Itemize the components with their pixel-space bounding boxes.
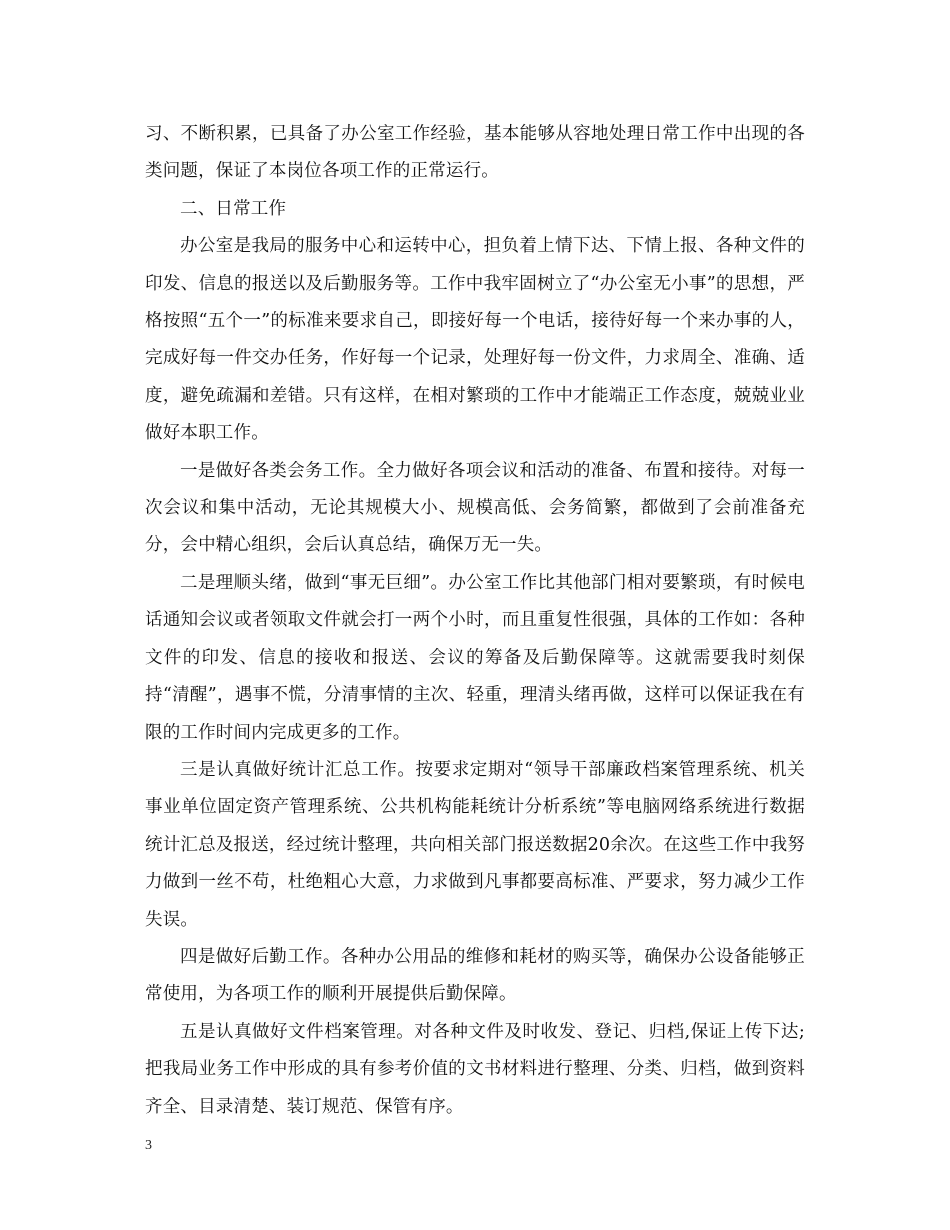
paragraph-logistics: 四是做好后勤工作。各种办公用品的维修和耗材的购买等，确保办公设备能够正常使用，为各项工作的顺利开展提供后勤保障。 <box>145 946 805 1005</box>
paragraph-statistics: 三是认真做好统计汇总工作。按要求定期对“领导干部廉政档案管理系统、机关事业单位固定资产管理系统、公共机构能耗统计分析系统”等电脑网络系统进行数据统计汇总及报送，经过统计整理，共向相关部门报送数据20余次。在这些工作中我努力做到一丝不苟，杜绝粗心大意，力求做到凡事都要高标准、严要求，努力减少工作失误。 <box>145 759 805 930</box>
paragraph-continuation: 习、不断积累，已具备了办公室工作经验，基本能够从容地处理日常工作中出现的各类问题，保证了本岗位各项工作的正常运行。 <box>145 124 805 182</box>
page-number: 3 <box>145 1138 152 1153</box>
paragraph-archives: 五是认真做好文件档案管理。对各种文件及时收发、登记、归档,保证上传下达;把我局业务工作中形成的具有参考价值的文书材料进行整理、分类、归档，做到资料齐全、目录清楚、装订规范、保管有序。 <box>145 1021 805 1117</box>
paragraph-office-role: 办公室是我局的服务中心和运转中心，担负着上情下达、下情上报、各种文件的印发、信息的报送以及后勤服务等。工作中我牢固树立了“办公室无小事”的思想，严格按照“五个一”的标准来要求自己，即接好每一个电话，接待好每一个来办事的人，完成好每一件交办任务，作好每一个记录，处理好每一份文件，力求周全、准确、适度，避免疏漏和差错。只有这样，在相对繁琐的工作中才能端正工作态度，兢兢业业做好本职工作。 <box>145 236 805 444</box>
paragraph-organize-tasks: 二是理顺头绪，做到“事无巨细”。办公室工作比其他部门相对要繁琐，有时候电话通知会议或者领取文件就会打一两个小时，而且重复性很强，具体的工作如：各种文件的印发、信息的接收和报送、会议的筹备及后勤保障等。这就需要我时刻保持“清醒”，遇事不慌，分清事情的主次、轻重，理清头绪再做，这样可以保证我在有限的工作时间内完成更多的工作。 <box>145 572 805 743</box>
section-heading-daily-work: 二、日常工作 <box>180 198 287 219</box>
document-body <box>145 116 805 1126</box>
paragraph-meeting-work: 一是做好各类会务工作。全力做好各项会议和活动的准备、布置和接待。对每一次会议和集中活动，无论其规模大小、规模高低、会务简繁，都做到了会前准备充分，会中精心组织，会后认真总结，确保万无一失。 <box>145 460 805 556</box>
